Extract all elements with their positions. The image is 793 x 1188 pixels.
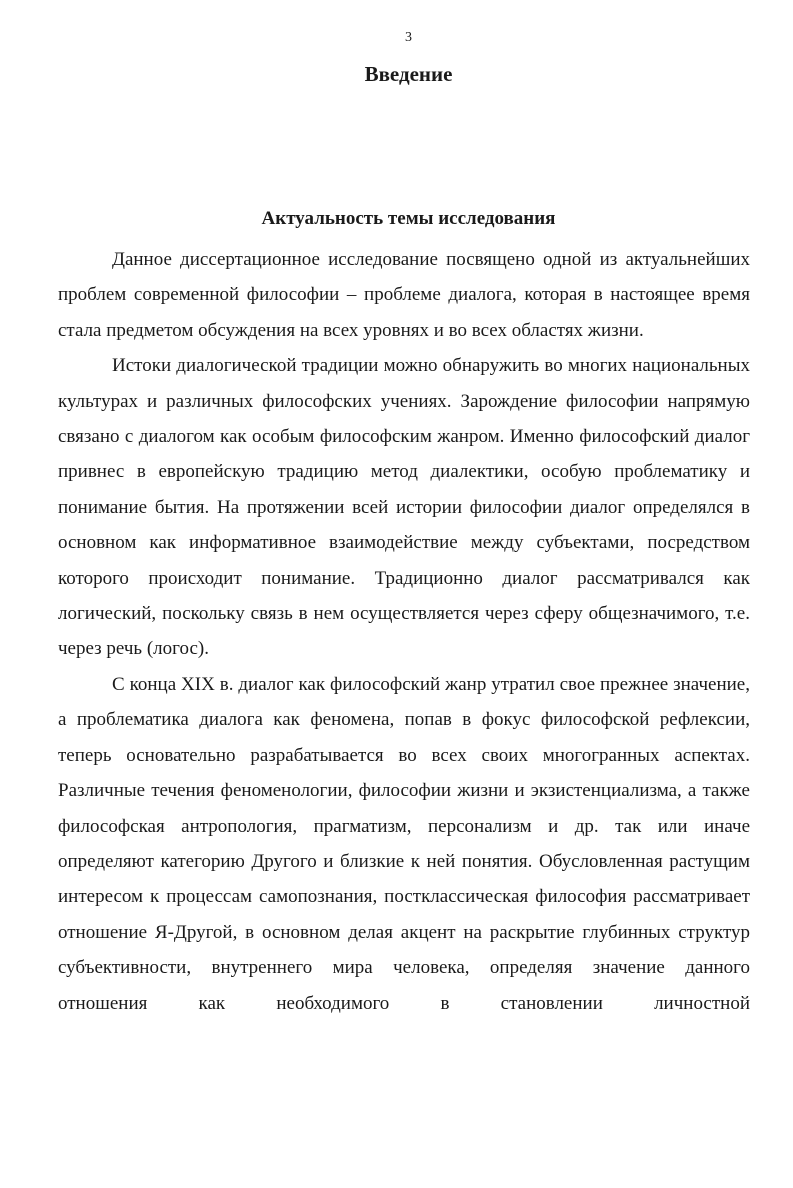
paragraph-2: Истоки диалогической традиции можно обнаружить во многих национальных культурах и различных философских учениях. Зарождение философии напрямую связано с диалогом как особым философским жанром. Именно философский диалог привнес в европейскую традицию метод диалектики, особую проблематику и понимание бытия. На протяжении всей истории философии диалог определялся в основном как информативное взаимодействие между субъектами, посредством которого происходит понимание. Традиционно диалог рассматривался как логический, поскольку связь в нем осуществляется через сферу общезначимого, т.е. через речь (логос).: [58, 355, 750, 660]
page-title: Введение: [364, 62, 453, 86]
page-number: 3: [405, 30, 412, 45]
paragraph-1: Данное диссертационное исследование посвящено одной из актуальнейших проблем современной философии – проблеме диалога, которая в настоящее время стала предметом обсуждения на всех уровнях и во всех областях жизни.: [58, 249, 750, 341]
body-text: [58, 242, 750, 1021]
paragraph-3: С конца XIX в. диалог как философский жанр утратил свое прежнее значение, а проблематика диалога как феномена, попав в фокус философской рефлексии, теперь основательно разрабатывается во всех своих многогранных аспектах. Различные течения феноменологии, философии жизни и экзистенциализма, а также философская антропология, прагматизм, персонализм и др. так или иначе определяют категорию Другого и близкие к ней понятия. Обусловленная растущим интересом к процессам самопознания, постклассическая философия рассматривает отношение Я-Другой, в основном делая акцент на раскрытие глубинных структур субъективности, внутреннего мира человека, определяя значение данного отношения как необходимого в становлении личностной: [58, 673, 750, 1014]
section-title: Актуальность темы исследования: [261, 208, 556, 229]
